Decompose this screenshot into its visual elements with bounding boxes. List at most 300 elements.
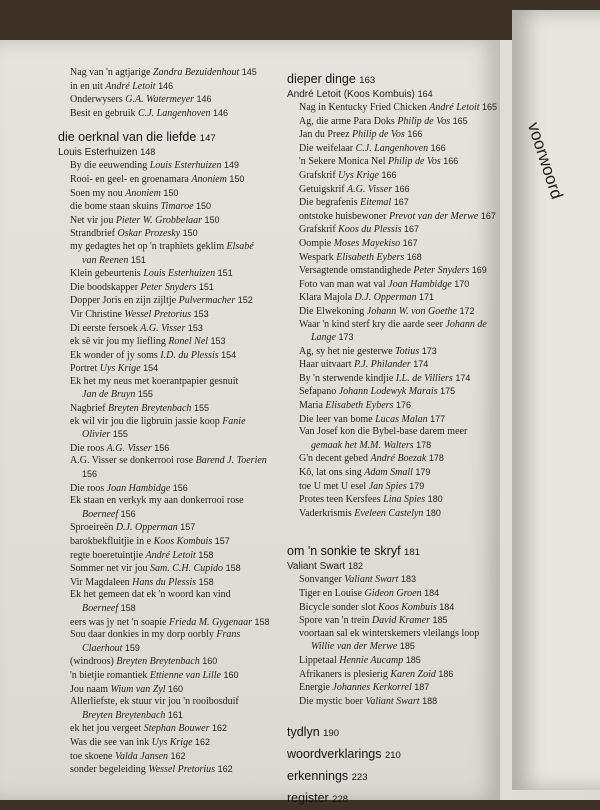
entry-page: 173 xyxy=(338,332,354,343)
toc-entry xyxy=(287,251,509,265)
entry-author: Adam Small xyxy=(364,467,413,479)
back-matter-page: 228 xyxy=(332,794,349,806)
entry-title: Sou daar donkies in my dorp oorbly xyxy=(70,629,214,641)
entry-author: Louis Esterhuizen xyxy=(149,160,222,172)
section-heading-text: om 'n sonkie te skryf xyxy=(287,544,401,559)
entry-author-cont: Boerneef xyxy=(82,508,119,520)
entry-title: Jou naam xyxy=(70,683,109,695)
entry-author: Timaroe xyxy=(160,201,194,213)
entry-page: 150 xyxy=(196,201,212,212)
entry-author: Wessel Pretorius xyxy=(148,764,216,776)
section-author xyxy=(58,146,288,159)
toc-entry-continued xyxy=(58,709,288,723)
entry-title: Vaderkrismis xyxy=(299,507,352,519)
toc-entry xyxy=(58,683,288,697)
entry-page: 167 xyxy=(480,210,496,221)
entry-title: in en uit xyxy=(70,80,103,92)
entry-author: Anoniem xyxy=(125,187,161,199)
entry-page: 186 xyxy=(438,668,454,679)
entry-title: regte boeretuintjie xyxy=(70,549,144,561)
entry-page: 158 xyxy=(120,602,136,613)
entry-author: D.J. Opperman xyxy=(354,292,417,304)
back-matter-title: register xyxy=(287,791,329,806)
back-matter-title: erkennings xyxy=(287,769,349,784)
section-author-name: André Letoit (Koos Kombuis) xyxy=(287,89,415,100)
toc-entry xyxy=(58,159,288,173)
entry-page: 166 xyxy=(443,156,459,167)
toc-entry-continued xyxy=(58,508,288,522)
entry-title: 'n bietjie romantiek xyxy=(70,669,148,681)
entry-author: Jan Spies xyxy=(368,480,407,492)
toc-entry xyxy=(58,294,288,308)
entry-title: my gedagtes het op 'n traphiets geklim xyxy=(70,240,224,252)
toc-entry xyxy=(287,372,509,386)
entry-page: 161 xyxy=(167,709,183,720)
entry-author: P.J. Philander xyxy=(353,359,411,371)
entry-author: Peter Snyders xyxy=(413,265,470,277)
entry-page: 162 xyxy=(217,764,233,775)
toc-entry xyxy=(58,696,288,709)
entry-author: André Letoit xyxy=(429,102,480,113)
toc-entry xyxy=(287,385,509,399)
section-author-name: Louis Esterhuizen xyxy=(58,147,138,159)
entry-author: Koos Kombuis xyxy=(378,601,437,613)
entry-title: Die weifelaar xyxy=(299,142,354,154)
entry-page: 153 xyxy=(210,336,226,347)
entry-page: 165 xyxy=(452,115,468,126)
entry-author: Uys Krige xyxy=(338,169,379,181)
entry-page: 157 xyxy=(214,536,230,546)
entry-author-cont: van Reenen xyxy=(82,254,129,266)
section-heading-text: die oerknal van die liefde xyxy=(58,130,197,145)
toc-entry xyxy=(58,322,288,336)
entry-title: Haar uitvaart xyxy=(299,359,352,371)
toc-section xyxy=(58,130,288,776)
entry-author: Zandra Bezuidenhout xyxy=(152,67,240,78)
entry-author: Uys Krige xyxy=(99,363,141,375)
toc-entry xyxy=(287,319,509,332)
entry-page: 155 xyxy=(193,403,209,414)
toc-entry xyxy=(58,227,288,241)
back-matter-item xyxy=(287,788,509,810)
toc-entry xyxy=(58,495,288,508)
back-matter-title: woordverklarings xyxy=(287,747,382,762)
entry-page: 146 xyxy=(213,107,229,118)
toc-entry xyxy=(58,241,288,254)
contents-right-column xyxy=(287,62,509,810)
entry-author: Johann de xyxy=(445,318,487,330)
entry-author: Karen Zoid xyxy=(390,668,436,680)
entry-page: 168 xyxy=(406,251,422,262)
entry-author: Frans xyxy=(216,629,241,641)
entry-page: 170 xyxy=(454,278,470,289)
entry-page: 179 xyxy=(409,480,425,491)
toc-entry xyxy=(58,669,288,683)
toc-entry xyxy=(58,655,288,669)
entry-page: 165 xyxy=(482,102,498,112)
entry-page: 156 xyxy=(120,508,136,519)
toc-entry-continued xyxy=(287,439,509,453)
entry-author-cont: Breyten Breytenbach xyxy=(82,709,166,721)
entry-author: Lina Spies xyxy=(383,494,426,506)
entry-author: Prevot van der Merwe xyxy=(389,210,479,222)
entry-title: Ag, die arme Para Doks xyxy=(299,115,395,127)
entry-title: Protes teen Kersfees xyxy=(299,494,381,506)
section-heading-page: 147 xyxy=(199,133,216,145)
entry-title: eers was jy net 'n soapie xyxy=(70,616,167,628)
toc-entry xyxy=(58,80,288,94)
toc-entry xyxy=(58,616,288,630)
entry-title: Ag, sy het nie gesterwe xyxy=(299,345,393,357)
entry-page: 174 xyxy=(413,359,429,370)
entry-page: 146 xyxy=(158,80,174,91)
entry-title: Spore van 'n trein xyxy=(299,615,370,627)
entry-page: 153 xyxy=(187,322,203,333)
toc-entry xyxy=(287,345,509,359)
back-matter-item xyxy=(287,766,509,788)
section-heading-text: dieper dinge xyxy=(287,72,356,86)
entry-title: Versagtende omstandighede xyxy=(299,265,411,277)
entry-author: Frieda M. Gygenaar xyxy=(169,616,253,628)
toc-entry xyxy=(287,183,509,197)
entry-title: Ek het gemeen dat ek 'n woord kan vind xyxy=(70,589,231,601)
entry-title: Sonvanger xyxy=(299,574,342,586)
back-matter-page: 223 xyxy=(351,772,368,784)
entry-page: 160 xyxy=(168,683,184,694)
entry-title: Die roos xyxy=(70,442,105,454)
entry-title: Bicycle sonder slot xyxy=(299,601,376,613)
entry-author-cont: Claerhout xyxy=(82,642,123,654)
entry-title: Maria xyxy=(299,400,323,412)
entry-page: 166 xyxy=(381,169,397,180)
toc-section xyxy=(287,72,509,520)
toc-entry xyxy=(287,305,509,319)
entry-page: 146 xyxy=(196,94,212,105)
voorwoord-title: voorwoord xyxy=(523,120,567,202)
toc-entry xyxy=(287,399,509,413)
entry-title: Net vir jou xyxy=(70,214,114,226)
entry-author-cont: Willie van der Merwe xyxy=(311,641,398,653)
back-matter-title: tydlyn xyxy=(287,725,320,740)
entry-page: 185 xyxy=(432,615,448,626)
entry-author-cont: Jan de Bruyn xyxy=(82,389,136,401)
toc-entry xyxy=(58,722,288,736)
entry-page: 169 xyxy=(471,265,487,276)
entry-page: 155 xyxy=(112,429,128,440)
entry-title: Getuigskrif xyxy=(299,183,345,195)
toc-entry xyxy=(287,681,509,695)
entry-title: ek sê vir jou my liefling xyxy=(70,336,166,348)
section-heading xyxy=(287,544,509,560)
entry-author: Gideon Groen xyxy=(364,588,422,599)
toc-entry-continued xyxy=(58,602,288,616)
toc-entry xyxy=(58,107,288,121)
toc-entry xyxy=(58,173,288,187)
entry-author: I.L. de Villiers xyxy=(395,372,453,384)
entry-title: toe skoene xyxy=(70,750,113,762)
toc-entry xyxy=(287,614,509,628)
toc-entry xyxy=(287,426,509,439)
toc-entry xyxy=(287,128,509,142)
entry-author: Philip de Vos xyxy=(352,129,405,141)
entry-page: 158 xyxy=(225,563,241,574)
entry-page: 156 xyxy=(172,482,188,493)
entry-title: Sproeireën xyxy=(70,522,114,534)
entry-title: G'n decent gebed xyxy=(299,453,368,465)
toc-entry xyxy=(287,101,509,115)
section-author xyxy=(287,560,509,573)
toc-entry xyxy=(58,200,288,214)
toc-entry xyxy=(287,452,509,466)
entry-author: Valda Jansen xyxy=(115,750,169,762)
toc-entry xyxy=(58,335,288,349)
entry-author: Elisabeth Eybers xyxy=(325,400,394,412)
entry-page: 174 xyxy=(455,372,471,383)
entry-title: Soen my nou xyxy=(70,187,123,199)
entry-title: toe U met U esel xyxy=(299,480,367,492)
entry-page: 158 xyxy=(198,549,214,560)
entry-author: Oskar Prozesky xyxy=(117,228,181,240)
entry-author: Peter Snyders xyxy=(140,281,197,293)
entry-page: 154 xyxy=(221,349,237,360)
entry-page: 159 xyxy=(124,642,140,653)
toc-entry xyxy=(287,196,509,210)
entry-page: 150 xyxy=(163,187,179,198)
entry-page: 155 xyxy=(137,389,153,400)
entry-title: Oompie xyxy=(299,237,332,249)
toc-entry xyxy=(287,480,509,494)
entry-author: Philip de Vos xyxy=(397,115,451,127)
toc-entry xyxy=(287,507,509,521)
entry-author: Koos Kombuis xyxy=(153,536,213,547)
entry-page: 180 xyxy=(425,507,441,518)
entry-title: Jan du Preez xyxy=(299,129,350,141)
entry-title: Vir Christine xyxy=(70,308,122,320)
toc-entry xyxy=(58,442,288,456)
toc-entry xyxy=(287,668,509,682)
entry-title: A.G. Visser se donkerrooi rose xyxy=(70,455,194,467)
toc-entry xyxy=(58,535,288,549)
toc-entry xyxy=(58,549,288,563)
toc-entry xyxy=(287,291,509,305)
entry-author-cont: Boerneef xyxy=(82,602,119,614)
entry-author: C.J. Langenhoven xyxy=(138,107,211,119)
entry-page: 180 xyxy=(427,494,443,505)
toc-entry xyxy=(287,278,509,292)
entry-author: Moses Mayekiso xyxy=(333,237,401,249)
entry-title: Ek het my neus met koerantpapier gesnuit xyxy=(70,375,239,387)
entry-author: Koos du Plessis xyxy=(338,224,402,236)
toc-entry xyxy=(287,628,509,641)
entry-author: André Letoit xyxy=(105,80,156,92)
entry-title: Die roos xyxy=(70,482,105,494)
toc-entry xyxy=(58,362,288,376)
toc-entry xyxy=(58,562,288,576)
toc-entry-continued xyxy=(58,428,288,442)
toc-entry-continued xyxy=(58,642,288,656)
entry-page: 166 xyxy=(394,183,410,194)
entry-page: 151 xyxy=(217,268,233,279)
entry-page: 157 xyxy=(180,522,196,533)
toc-entry xyxy=(58,93,288,107)
contents-left-column xyxy=(58,66,288,777)
toc-entry xyxy=(58,589,288,602)
entry-author: Lucas Malan xyxy=(375,413,428,425)
toc-entry xyxy=(287,210,509,224)
toc-entry xyxy=(58,214,288,228)
entry-page: 162 xyxy=(195,736,211,747)
entry-author-cont: Olivier xyxy=(82,429,111,441)
entry-author: Valiant Swart xyxy=(365,695,420,707)
entry-title: Nag van 'n agtjarige xyxy=(70,67,151,78)
entry-page: 187 xyxy=(414,682,430,693)
entry-author: Joan Hambidge xyxy=(106,482,171,494)
toc-entry xyxy=(287,466,509,480)
entry-page: 166 xyxy=(430,142,446,153)
entry-page: 156 xyxy=(82,469,98,480)
entry-author: Uys Krige xyxy=(151,736,193,748)
entry-title: Rooi- en geel- en groenamara xyxy=(70,173,189,185)
toc-entry xyxy=(58,281,288,295)
entry-title: Ek staan en verkyk my aan donkerrooi rose xyxy=(70,495,244,507)
entry-title: voortaan sal ek winterskemers vleilangs loop xyxy=(299,627,480,639)
entry-page: 185 xyxy=(399,641,415,652)
toc-entry xyxy=(287,142,509,156)
back-matter-page: 190 xyxy=(323,728,339,740)
entry-author: Eveleen Castelyn xyxy=(354,507,424,519)
entry-title: Dopper Joris en zijn zijltje xyxy=(70,295,177,307)
entry-title: ek wil vir jou die ligbruin jassie koop xyxy=(70,415,220,427)
toc-entry xyxy=(287,264,509,278)
entry-title: Sommer net vir jou xyxy=(70,563,148,575)
entry-title: Energie xyxy=(299,682,330,694)
toc-entry xyxy=(287,587,509,601)
entry-title: Foto van man wat val xyxy=(299,278,386,290)
entry-author: Sam. C.H. Cupido xyxy=(150,563,224,575)
toc-entry-continued xyxy=(58,468,288,482)
entry-page: 173 xyxy=(421,345,437,356)
entry-page: 175 xyxy=(440,386,456,397)
entry-page: 154 xyxy=(143,363,159,374)
section-author-name: Valiant Swart xyxy=(287,561,346,573)
toc-entry xyxy=(287,601,509,615)
entry-title: 'n Sekere Monica Nel xyxy=(299,156,386,168)
entry-title: Lippetaal xyxy=(299,654,337,666)
entry-title: Strandbrief xyxy=(70,228,115,240)
entry-title: Van Josef kon die Bybel-base darem meer xyxy=(299,426,468,438)
entry-page: 178 xyxy=(416,439,432,450)
toc-entry-continued xyxy=(287,640,509,654)
entry-author: Anoniem xyxy=(191,173,227,185)
entry-author: Barend J. Toerien xyxy=(195,455,267,467)
toc-entry xyxy=(58,66,288,80)
entry-page: 158 xyxy=(198,576,214,587)
toc-entry xyxy=(58,455,288,468)
entry-author: Fanie xyxy=(222,415,246,427)
entry-author: Eitemal xyxy=(360,197,392,209)
entry-title: Allerliefste, ek stuur vir jou 'n rooibosduif xyxy=(70,696,239,708)
entry-title: Die mystic boer xyxy=(299,695,363,707)
entry-page: 184 xyxy=(424,588,440,598)
entry-page: 178 xyxy=(428,453,444,464)
entry-author: Totius xyxy=(395,345,420,357)
entry-page: 152 xyxy=(237,295,253,306)
entry-author: A.G. Visser xyxy=(347,183,393,195)
entry-page: 158 xyxy=(254,616,270,627)
entry-page: 149 xyxy=(223,160,240,171)
entry-page: 167 xyxy=(393,197,409,208)
toc-entry xyxy=(58,629,288,642)
entry-title: ontstoke huisbewoner xyxy=(299,210,387,222)
entry-author: Ronel Nel xyxy=(168,336,209,348)
toc-entry xyxy=(58,482,288,496)
entry-title: sonder begeleiding xyxy=(70,764,146,776)
entry-author: Ettienne van Lille xyxy=(149,669,221,681)
entry-page: 172 xyxy=(459,305,475,316)
entry-page: 179 xyxy=(415,467,431,478)
entry-title: Ek wonder of jy soms xyxy=(70,349,158,361)
entry-author: Elsabé xyxy=(226,240,254,252)
section-author-page: 148 xyxy=(140,147,156,158)
entry-page: 183 xyxy=(400,574,416,585)
entry-title: Di eerste fersoek xyxy=(70,322,138,334)
toc-entry xyxy=(58,736,288,750)
entry-title: ek het jou vergeet xyxy=(70,723,142,735)
entry-title: Kô, lat ons sing xyxy=(299,467,362,479)
entry-title: Nag in Kentucky Fried Chicken xyxy=(299,102,427,113)
toc-entry-continued xyxy=(58,254,288,268)
toc-entry xyxy=(58,521,288,535)
entry-page: 150 xyxy=(204,214,220,225)
entry-title: Tiger en Louise xyxy=(299,588,362,599)
entry-title: Onderwysers xyxy=(70,94,123,106)
toc-entry xyxy=(287,155,509,169)
toc-entry xyxy=(58,416,288,429)
entry-author: André Boezak xyxy=(370,453,427,465)
toc-entry xyxy=(58,349,288,363)
toc-entry xyxy=(287,573,509,587)
entry-title: Vir Magdaleen xyxy=(70,576,130,588)
entry-author: Stephan Bouwer xyxy=(143,723,210,735)
toc-entry xyxy=(287,358,509,372)
entry-author: Johannes Kerkorrel xyxy=(332,682,412,694)
toc-entry xyxy=(58,187,288,201)
section-heading-page: 163 xyxy=(359,75,376,86)
toc-entry xyxy=(58,402,288,416)
toc-entry xyxy=(287,169,509,183)
entry-author: Johann W. von Goethe xyxy=(366,305,457,317)
toc-entry xyxy=(287,695,509,709)
entry-author: David Kramer xyxy=(371,615,430,627)
back-matter-list xyxy=(287,722,509,810)
entry-author: Hennie Aucamp xyxy=(339,654,404,666)
entry-page: 162 xyxy=(212,723,228,734)
toc-entry xyxy=(58,376,288,389)
toc-section xyxy=(287,544,509,708)
entry-title: Portret xyxy=(70,363,98,375)
entry-title: Die begrafenis xyxy=(299,197,358,209)
entry-author: André Letoit xyxy=(145,549,196,561)
entry-title: Wespark xyxy=(299,251,334,263)
entry-author: Philip de Vos xyxy=(388,156,441,168)
entry-page: 160 xyxy=(223,669,239,680)
entry-author: Johann Lodewyk Marais xyxy=(338,386,438,398)
entry-page: 150 xyxy=(182,228,198,239)
entry-page: 166 xyxy=(407,129,423,140)
entry-author: A.G. Visser xyxy=(106,442,152,454)
entry-author-cont: Lange xyxy=(311,332,336,344)
toc-entry xyxy=(287,223,509,237)
